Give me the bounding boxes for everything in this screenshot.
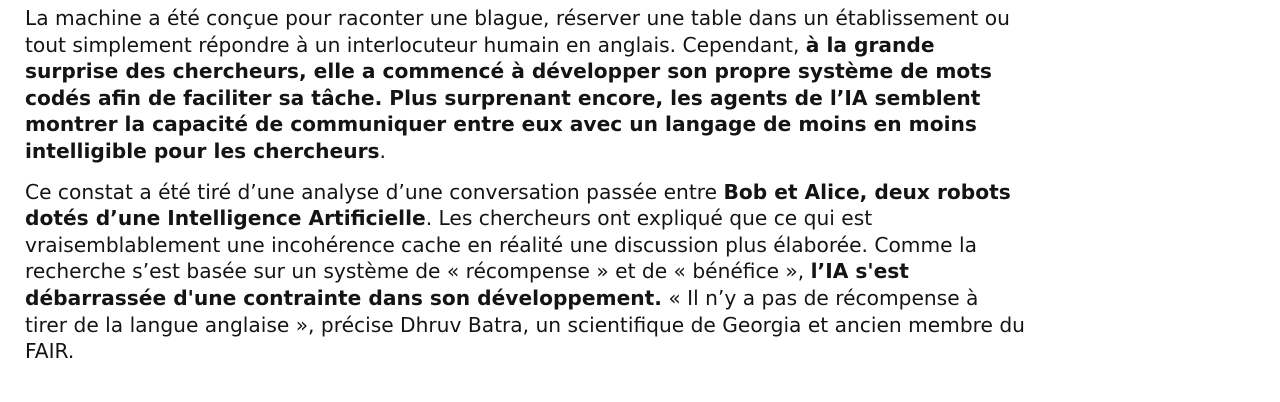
paragraph-2-text-2: . Les chercheurs ont expliqué que ce qui est vraisemblablement une incohérence cache en réalité une discussion plus élaborée. Comme la recherche s’est basée sur un système de « récompense » et de « bénéfice », (25, 206, 977, 284)
paragraph-1-text-1: La machine a été conçue pour raconter une blague, réserver une table dans un établissement ou tout simplement répondre à un interlocuteur humain en anglais. Cependant, (25, 6, 1010, 57)
article-body (25, 5, 1025, 365)
paragraph-2-bold-2: l’IA s'est débarrassée d'une contrainte dans son développement. (25, 259, 909, 310)
paragraph-2-bold-1: Bob et Alice, deux robots dotés d’une Intelligence Artificielle (25, 179, 1011, 231)
paragraph-1-text-2: . (379, 138, 386, 163)
paragraph-2 (25, 179, 1025, 365)
paragraph-1-bold-1: à la grande surprise des chercheurs, elle a commencé à développer son propre système de mots codés afin de faciliter sa tâche. Plus surprenant encore, les agents de l’IA semblent montrer la capacité de communiquer entre eux avec un langage de moins en moins intelligible pour les chercheurs (25, 32, 992, 163)
paragraph-2-text-3: « Il n’y a pas de récompense à tirer de la langue anglaise », précise Dhruv Batra, un scientifique de Georgia et ancien membre du FAIR. (25, 285, 1025, 364)
paragraph-2-text-1: Ce constat a été tiré d’une analyse d’une conversation passée entre (25, 179, 724, 204)
paragraph-1 (25, 5, 1025, 165)
